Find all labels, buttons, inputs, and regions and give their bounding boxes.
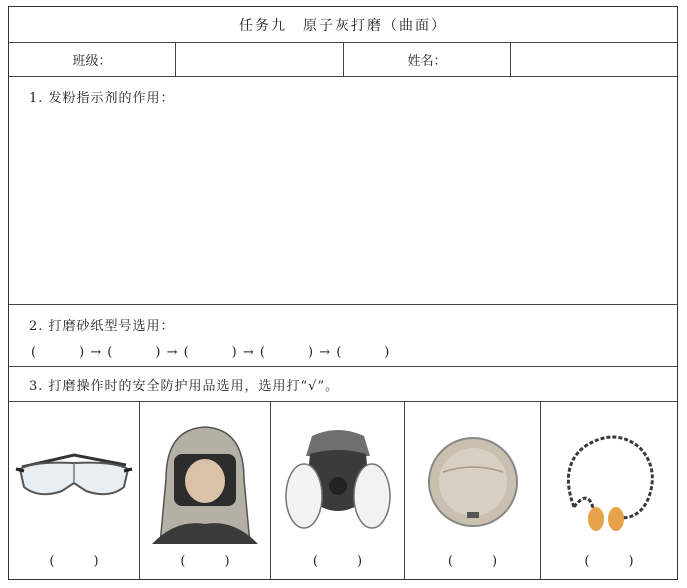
half-face-respirator-icon — [271, 414, 404, 549]
respirator-check[interactable]: ( ) — [312, 554, 363, 569]
goggles-check[interactable]: ( ) — [49, 554, 99, 569]
question-3-row — [9, 367, 677, 402]
safety-goggles-icon — [9, 414, 139, 549]
student-info-row — [9, 43, 677, 77]
question-1-row — [9, 77, 677, 305]
question-1-answer-area[interactable] — [29, 113, 657, 294]
dust-mask-check[interactable]: ( ) — [447, 554, 498, 569]
name-field[interactable] — [511, 43, 677, 76]
question-1: 1. 发粉指示剂的作用： — [29, 91, 175, 106]
ppe-item-hood — [140, 402, 271, 579]
worksheet — [8, 6, 678, 580]
ppe-item-dust-mask — [405, 402, 541, 579]
earplugs-check[interactable]: ( ) — [584, 554, 634, 569]
ppe-item-respirator — [271, 402, 405, 579]
question-2: 2. 打磨砂纸型号选用： — [29, 319, 175, 334]
corded-earplugs-icon — [541, 414, 677, 549]
ppe-items-row — [9, 402, 677, 579]
name-label: 姓名： — [407, 54, 447, 69]
class-field[interactable] — [176, 43, 344, 76]
question-2-row — [9, 305, 677, 367]
ppe-item-goggles — [9, 402, 140, 579]
class-label-cell — [9, 43, 176, 76]
sandpaper-sequence[interactable]: ( ) → ( ) → ( ) → ( ) → ( ) — [31, 345, 391, 360]
title-row — [9, 7, 677, 43]
name-label-cell — [344, 43, 511, 76]
question-3: 3. 打磨操作时的安全防护用品选用，选用打“√”。 — [29, 379, 340, 394]
class-label: 班级： — [72, 54, 112, 69]
supplied-air-hood-icon — [140, 414, 270, 549]
ppe-item-earplugs — [541, 402, 677, 579]
page-title: 任务九 原子灰打磨（曲面） — [239, 17, 447, 34]
hood-check[interactable]: ( ) — [180, 554, 230, 569]
dust-mask-icon — [405, 414, 540, 549]
